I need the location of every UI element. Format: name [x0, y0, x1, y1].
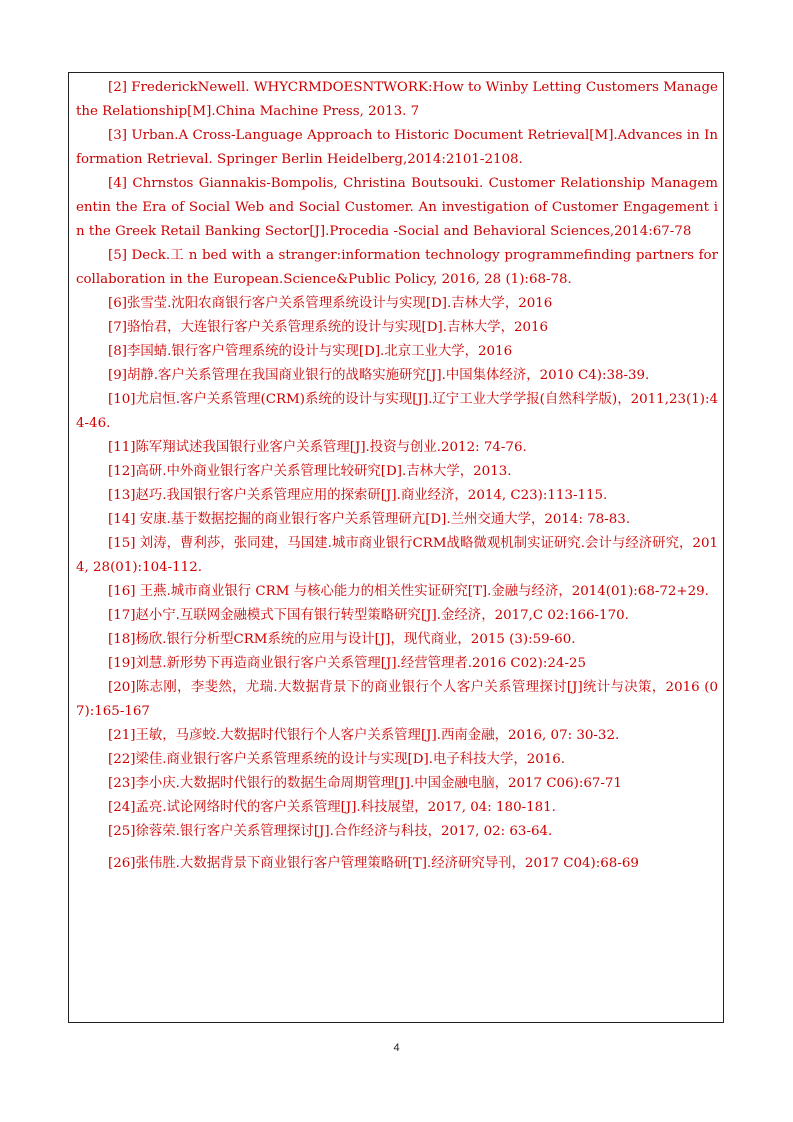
reference-item: [3] Urban.A Cross-Language Approach to Historic Document Retrieval[M].Advances in Information Retrieval. Springer Berlin Heidelberg,2014:2101-2108.	[76, 128, 718, 167]
reference-item: [19]刘慧.新形势下再造商业银行客户关系管理[J].经营管理者.2016 C02):24-25	[108, 656, 587, 671]
reference-item: [18]杨欣.银行分析型CRM系统的应用与设计[J]，现代商业，2015 (3):59-60.	[108, 632, 576, 647]
reference-item: [23]李小庆.大数据时代银行的数据生命周期管理[J].中国金融电脑，2017 C06):67-71	[108, 776, 622, 791]
reference-item: [24]孟亮.试论网络时代的客户关系管理[J].科技展望，2017, 04: 180-181.	[108, 800, 556, 815]
reference-item: [9]胡静.客户关系管理在我国商业银行的战略实施研究[J].中国集体经济，2010 C4):38-39.	[108, 368, 650, 383]
reference-item: [8]李国蜻.银行客户管理系统的设计与实现[D].北京工业大学，2016	[108, 344, 513, 359]
reference-item: [5] Deck.工 n bed with a stranger:information technology programmefinding partners for collaboration in the European.Science&Public Policy, 2016, 28 (1):68-78.	[76, 248, 718, 287]
reference-item: [2] FrederickNewell. WHYCRMDOESNTWORK:How to Winby Letting Customers Managethe Relationship[M].China Machine Press, 2013. 7	[76, 80, 718, 119]
reference-item: [15] 刘涛，曹利莎，张同建，马国建.城市商业银行CRM战略微观机制实证研究.会计与经济研究，2014, 28(01):104-112.	[76, 536, 718, 575]
reference-item: [26]张伟胜.大数据背景下商业银行客户管理策略研[T].经济研究导刊，2017 C04):68-69	[108, 856, 639, 871]
reference-item: [6]张雪莹.沈阳农商银行客户关系管理系统设计与实现[D].吉林大学，2016	[108, 296, 553, 311]
reference-item: [21]王敏，马彦蛟.大数据时代银行个人客户关系管理[J].西南金融，2016, 07: 30-32.	[108, 728, 620, 743]
reference-item: [25]徐蓉荣.银行客户关系管理探讨[J].合作经济与科技，2017, 02: 63-64.	[108, 824, 553, 839]
reference-item: [22]梁佳.商业银行客户关系管理系统的设计与实现[D].电子科技大学，2016.	[108, 752, 566, 767]
reference-item: [10]尤启恒.客户关系管理(CRM)系统的设计与实现[J].辽宁工业大学学报(自然科学版)，2011,23(1):44-46.	[76, 392, 718, 431]
reference-list	[76, 76, 718, 877]
reference-item: [7]骆怡君，大连银行客户关系管理系统的设计与实现[D].吉林大学，2016	[108, 320, 549, 335]
reference-item: [11]陈军翔试述我国银行业客户关系管理[J].投资与创业.2012: 74-76.	[108, 440, 527, 455]
reference-item: [17]赵小宁.互联网金融模式下国有银行转型策略研究[J].金经济，2017,C 02:166-170.	[108, 608, 629, 623]
reference-item: [20]陈志刚，李斐然，尤瑞.大数据背景下的商业银行个人客户关系管理探讨[J]统计与决策，2016 (07):165-167	[76, 680, 718, 719]
reference-item: [12]高研.中外商业银行客户关系管理比较研究[D].吉林大学，2013.	[108, 464, 512, 479]
page-number: 4	[393, 1042, 400, 1054]
reference-item: [14] 安康.基于数据挖掘的商业银行客户关系管理研亢[D].兰州交通大学，2014: 78-83.	[108, 512, 631, 527]
reference-item: [13]赵巧.我国银行客户关系管理应用的探索研[J].商业经济，2014, C23):113-115.	[108, 488, 608, 503]
reference-item: [4] Chrnstos Giannakis-Bompolis, Christina Boutsouki. Customer Relationship Managementin the Era of Social Web and Social Customer. An investigation of Customer Engagement in the Greek Retail Banking Sector[J].Procedia -Social and Behavioral Sciences,2014:67-78	[76, 176, 718, 239]
reference-item: [16] 王燕.城市商业银行 CRM 与核心能力的相关性实证研究[T].金融与经济，2014(01):68-72+29.	[108, 584, 709, 599]
